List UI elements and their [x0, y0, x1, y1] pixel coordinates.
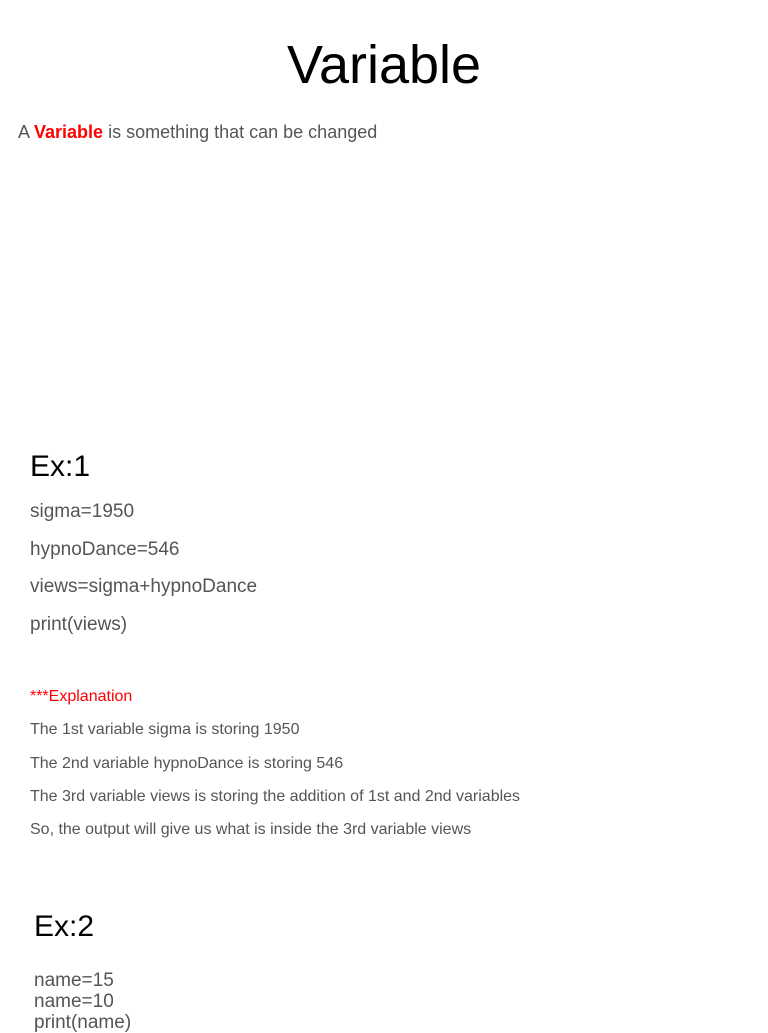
example-2-code-line: print(name) [34, 1012, 132, 1033]
explanation-line: The 3rd variable views is storing the addition of 1st and 2nd variables [30, 788, 521, 805]
intro-definition [18, 121, 377, 143]
page-title: Variable [286, 35, 482, 95]
explanation-line: The 1st variable sigma is storing 1950 [30, 721, 300, 738]
intro-keyword: Variable [34, 122, 104, 142]
example-1-code-line: print(views) [30, 614, 128, 635]
explanation-heading: ***Explanation [30, 688, 133, 705]
example-2-code-line: name=15 [34, 970, 114, 991]
example-1-heading: Ex:1 [30, 450, 91, 483]
example-2-heading: Ex:2 [34, 910, 95, 943]
intro-prefix: A [18, 122, 35, 142]
explanation-line: The 2nd variable hypnoDance is storing 546 [30, 755, 344, 772]
example-2-code-line: name=10 [34, 991, 114, 1012]
example-1-code-line: sigma=1950 [30, 501, 135, 522]
example-1-code-line: hypnoDance=546 [30, 539, 180, 560]
intro-suffix: is something that can be changed [103, 122, 378, 142]
explanation-line: So, the output will give us what is inside the 3rd variable views [30, 821, 472, 838]
example-1-code-line: views=sigma+hypnoDance [30, 576, 258, 597]
